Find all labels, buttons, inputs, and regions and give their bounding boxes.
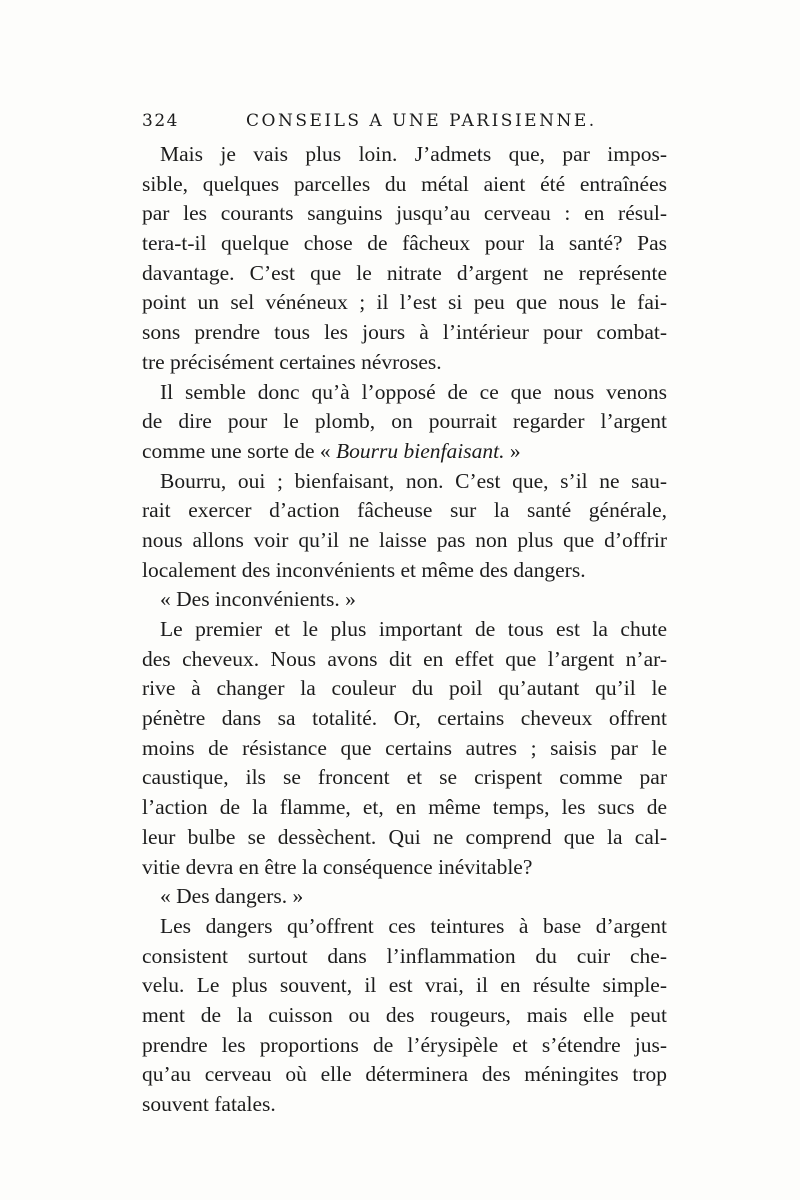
section-heading: « Des dangers. »	[160, 884, 304, 909]
running-title: CONSEILS A UNE PARISIENNE.	[246, 111, 597, 131]
text-line: rive à changer la couleur du poil qu’autant qu’il le	[142, 676, 667, 701]
text-line: Le premier et le plus important de tous est la chute	[160, 617, 667, 641]
page-header	[142, 111, 667, 135]
text-line: moins de résistance que certains autres ; saisis par le	[142, 735, 667, 760]
text-line: ment de la cuisson ou des rougeurs, mais elle peut	[142, 1002, 667, 1027]
text-fragment: comme une sorte de «	[142, 438, 337, 463]
text-line: Mais je vais plus loin. J’admets que, par impos-	[160, 142, 667, 166]
text-line: nous allons voir qu’il ne laisse pas non plus que d’offrir	[142, 527, 667, 552]
text-line: sible, quelques parcelles du métal aient été entraînées	[142, 171, 667, 196]
text-line: Les dangers qu’offrent ces teintures à base d’argent	[160, 913, 667, 938]
text-line: l’action de la flamme, et, en même temps, les sucs de	[142, 795, 667, 820]
text-line: velu. Le plus souvent, il est vrai, il en résulte simple-	[142, 973, 667, 998]
text-line: consistent surtout dans l’inflammation du cuir che-	[142, 943, 667, 968]
text-line: rait exercer d’action fâcheuse sur la santé générale,	[142, 498, 667, 523]
text-line: tera-t-il quelque chose de fâcheux pour la santé? Pas	[142, 231, 667, 256]
text-line: localement des inconvénients et même des dangers.	[142, 557, 586, 582]
text-line: leur bulbe se dessèchent. Qui ne comprend que la cal-	[142, 824, 667, 849]
text-fragment: »	[504, 438, 521, 463]
body-text	[142, 140, 667, 1120]
italic-phrase: Bourru bienfaisant.	[336, 438, 505, 463]
page-number: 324	[142, 111, 179, 131]
text-line: prendre les proportions de l’érysipèle et s’étendre jus-	[142, 1032, 667, 1057]
text-line: davantage. C’est que le nitrate d’argent ne représente	[142, 260, 667, 285]
text-line	[142, 437, 667, 467]
text-line: vitie devra en être la conséquence inévitable?	[142, 854, 533, 879]
text-line: par les courants sanguins jusqu’au cerveau : en résul-	[142, 201, 667, 226]
text-line: Il semble donc qu’à l’opposé de ce que nous venons	[160, 379, 667, 404]
text-line: souvent fatales.	[142, 1092, 276, 1116]
text-line: des cheveux. Nous avons dit en effet que l’argent n’ar-	[142, 646, 667, 671]
text-line: Bourru, oui ; bienfaisant, non. C’est que, s’il ne sau-	[160, 468, 667, 493]
text-line: pénètre dans sa totalité. Or, certains cheveux offrent	[142, 706, 667, 731]
text-line: caustique, ils se froncent et se crispent comme par	[142, 765, 667, 790]
text-line: qu’au cerveau où elle déterminera des méningites trop	[142, 1062, 667, 1087]
text-line: sons prendre tous les jours à l’intérieur pour combat-	[142, 320, 667, 345]
text-line: de dire pour le plomb, on pourrait regarder l’argent	[142, 409, 667, 434]
text-line: point un sel vénéneux ; il l’est si peu que nous le fai-	[142, 290, 667, 315]
section-heading: « Des inconvénients. »	[160, 587, 356, 612]
text-line: tre précisément certaines névroses.	[142, 349, 442, 374]
